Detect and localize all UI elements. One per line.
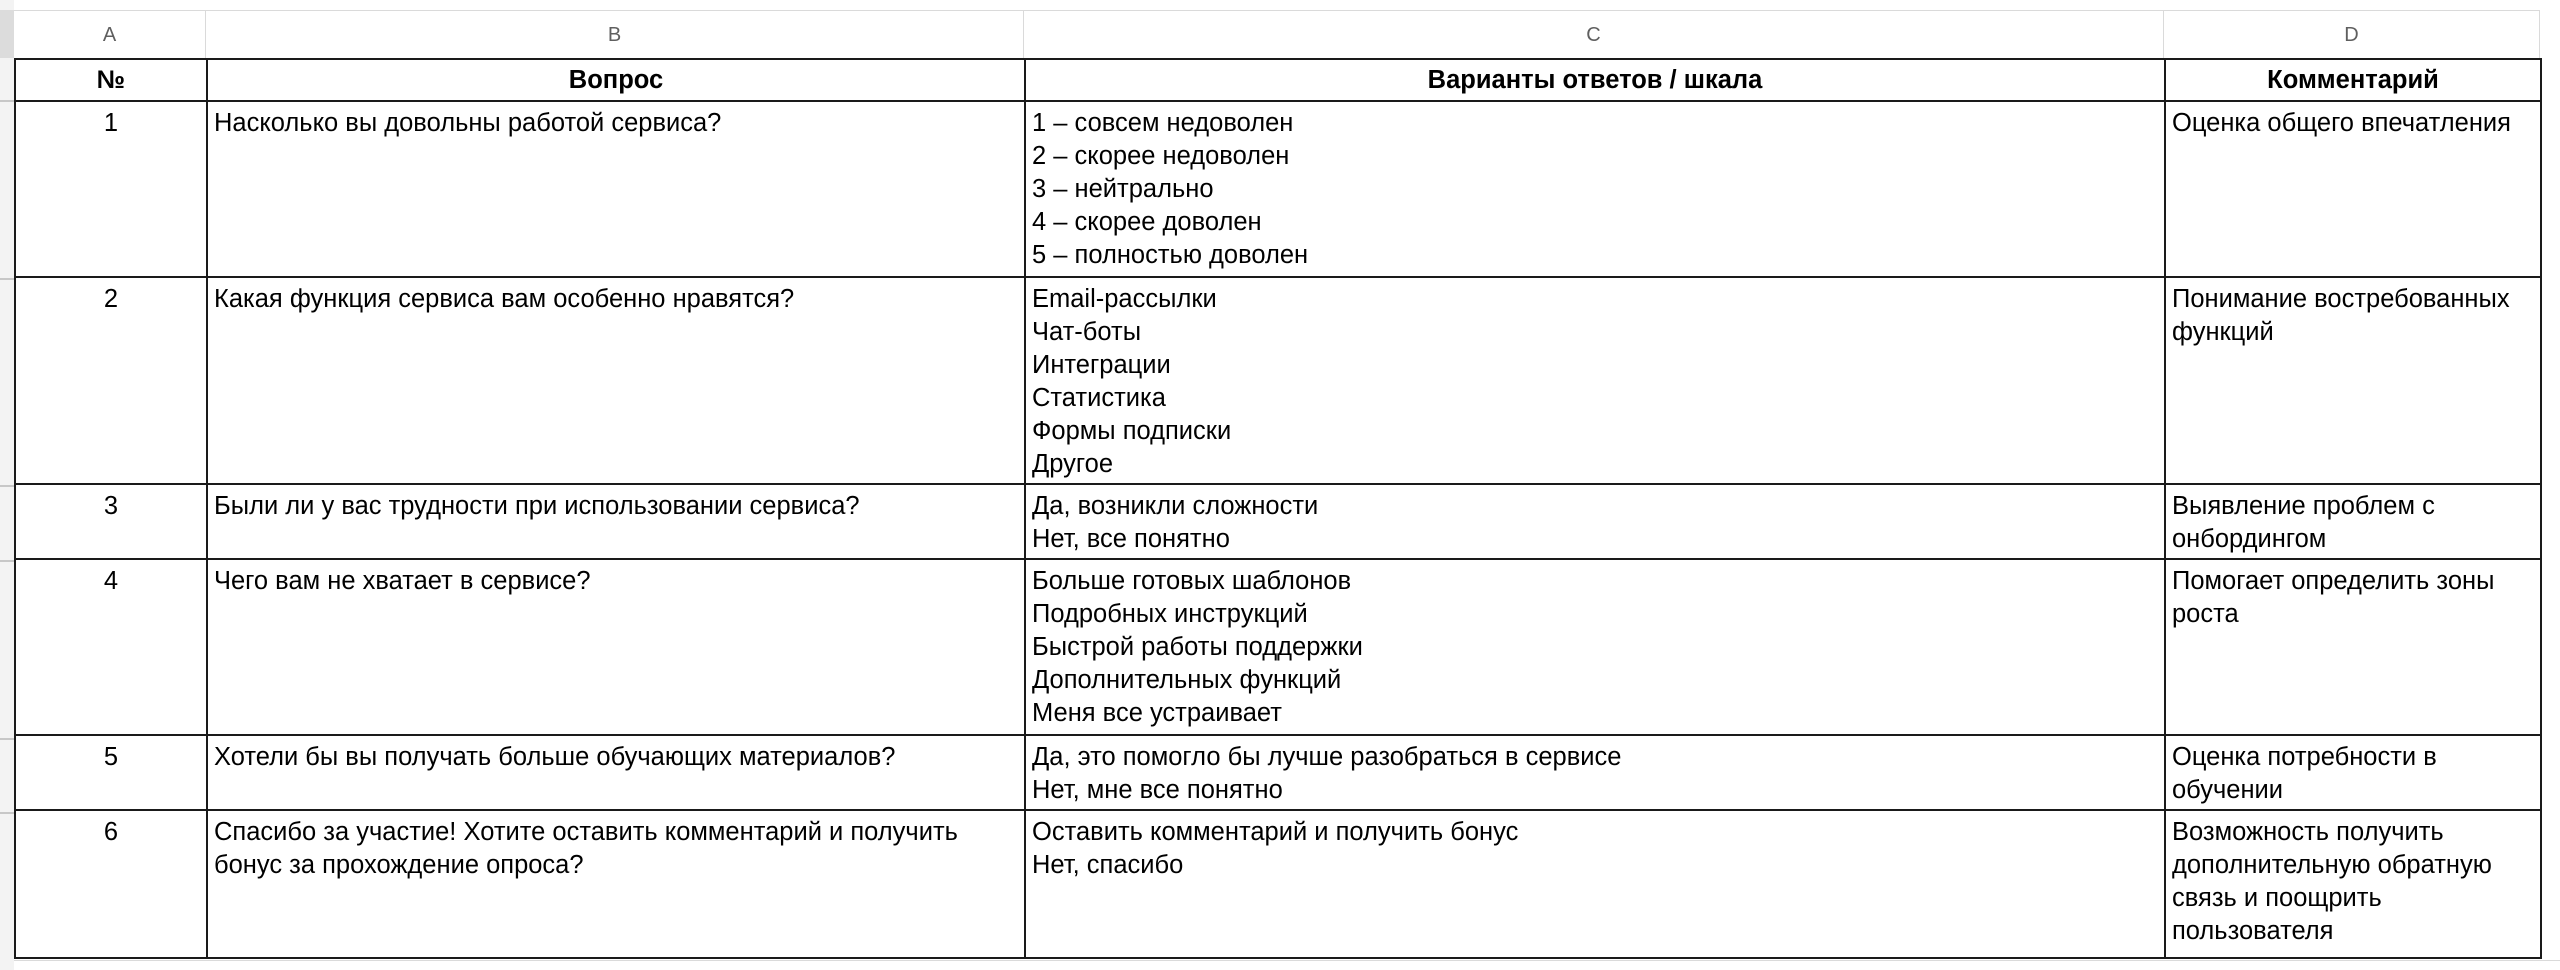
cell-question[interactable]: Были ли у вас трудности при использовании сервиса? <box>207 484 1025 559</box>
option-line: Другое <box>1032 450 1114 478</box>
option-line: Статистика <box>1032 384 1166 412</box>
cell-question[interactable]: Чего вам не хватает в сервисе? <box>207 559 1025 735</box>
cell-options[interactable] <box>1025 484 2165 559</box>
cell-comment[interactable]: Помогает определить зоны роста <box>2165 559 2541 735</box>
table-row <box>15 101 2541 277</box>
option-line: Email-рассылки <box>1032 285 1217 313</box>
option-line: Нет, мне все понятно <box>1032 776 1283 804</box>
cell-comment[interactable]: Оценка потребности в обучении <box>2165 735 2541 810</box>
cell-options[interactable] <box>1025 735 2165 810</box>
survey-table <box>14 58 2542 959</box>
cell-question[interactable]: Какая функция сервиса вам особенно нравятся? <box>207 277 1025 484</box>
table-row <box>15 810 2541 958</box>
header-cell-options[interactable]: Варианты ответов / шкала <box>1025 59 2165 101</box>
grid-line <box>14 960 2560 961</box>
cell-num[interactable]: 3 <box>15 484 207 559</box>
cell-comment[interactable]: Выявление проблем с онбордингом <box>2165 484 2541 559</box>
option-line: Меня все устраивает <box>1032 699 1282 727</box>
option-line: Да, возникли сложности <box>1032 492 1319 520</box>
option-line: Нет, все понятно <box>1032 525 1230 553</box>
cell-num[interactable]: 5 <box>15 735 207 810</box>
header-cell-comment[interactable]: Комментарий <box>2165 59 2541 101</box>
column-header-b[interactable]: B <box>206 11 1024 59</box>
column-header-a[interactable]: A <box>14 11 206 59</box>
cell-num[interactable]: 2 <box>15 277 207 484</box>
option-line: Нет, спасибо <box>1032 851 1184 879</box>
header-cell-question[interactable]: Вопрос <box>207 59 1025 101</box>
table-row <box>15 735 2541 810</box>
column-header-row <box>14 10 2540 60</box>
cell-question[interactable]: Спасибо за участие! Хотите оставить комментарий и получить бонус за прохождение опроса? <box>207 810 1025 958</box>
cell-comment[interactable]: Возможность получить дополнительную обратную связь и поощрить пользователя <box>2165 810 2541 958</box>
table-row <box>15 277 2541 484</box>
cell-options[interactable] <box>1025 277 2165 484</box>
header-row <box>15 59 2541 101</box>
cell-options[interactable] <box>1025 101 2165 277</box>
row-divider <box>0 738 14 740</box>
option-line: Дополнительных функций <box>1032 666 1342 694</box>
column-header-c[interactable]: C <box>1024 11 2164 59</box>
row-divider <box>0 560 14 562</box>
cell-question[interactable]: Насколько вы довольны работой сервиса? <box>207 101 1025 277</box>
cell-comment[interactable]: Оценка общего впечатления <box>2165 101 2541 277</box>
option-line: Подробных инструкций <box>1032 600 1308 628</box>
option-line: 1 – совсем недоволен <box>1032 109 1294 137</box>
option-line: Да, это помогло бы лучше разобраться в сервисе <box>1032 743 1622 771</box>
option-line: 5 – полностью доволен <box>1032 241 1309 269</box>
cell-question[interactable]: Хотели бы вы получать больше обучающих материалов? <box>207 735 1025 810</box>
column-header-d[interactable]: D <box>2164 11 2540 59</box>
option-line: Интеграции <box>1032 351 1171 379</box>
option-line: Больше готовых шаблонов <box>1032 567 1352 595</box>
cell-comment[interactable]: Понимание востребованных функций <box>2165 277 2541 484</box>
option-line: 2 – скорее недоволен <box>1032 142 1290 170</box>
row-divider <box>0 100 14 102</box>
option-line: Чат-боты <box>1032 318 1142 346</box>
option-line: Формы подписки <box>1032 417 1232 445</box>
table-body <box>15 101 2541 958</box>
option-line: Быстрой работы поддержки <box>1032 633 1363 661</box>
option-line: 4 – скорее доволен <box>1032 208 1262 236</box>
table-row <box>15 484 2541 559</box>
row-divider <box>0 812 14 814</box>
next-column-edge <box>2540 58 2560 958</box>
header-cell-num[interactable]: № <box>15 59 207 101</box>
cell-num[interactable]: 4 <box>15 559 207 735</box>
row-header-gutter <box>0 0 14 970</box>
row-divider <box>0 278 14 280</box>
option-line: Оставить комментарий и получить бонус <box>1032 818 1519 846</box>
row-divider <box>0 485 14 487</box>
cell-num[interactable]: 6 <box>15 810 207 958</box>
cell-options[interactable] <box>1025 559 2165 735</box>
option-line: 3 – нейтрально <box>1032 175 1214 203</box>
cell-num[interactable]: 1 <box>15 101 207 277</box>
table-row <box>15 559 2541 735</box>
cell-options[interactable] <box>1025 810 2165 958</box>
